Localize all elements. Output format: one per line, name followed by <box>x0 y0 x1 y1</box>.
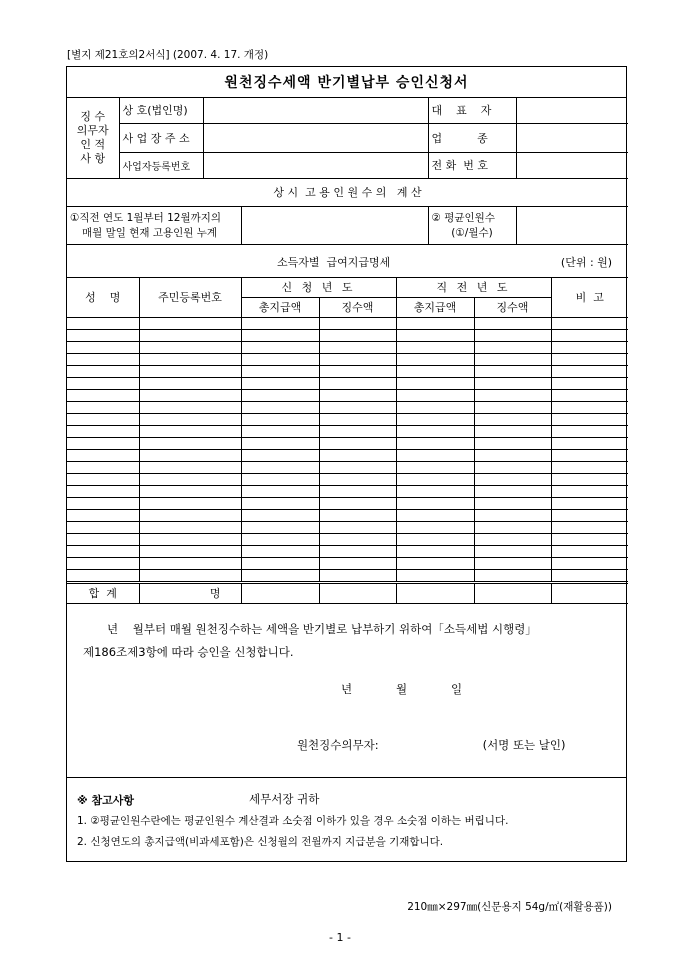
table-cell[interactable] <box>551 449 628 461</box>
total-count: 명 <box>139 582 241 603</box>
table-cell[interactable] <box>474 449 551 461</box>
table-cell[interactable] <box>319 485 396 497</box>
total-tax-prev[interactable] <box>474 582 551 603</box>
table-cell[interactable] <box>474 473 551 485</box>
table-row <box>67 473 628 485</box>
table-cell[interactable] <box>551 353 628 365</box>
table-cell[interactable] <box>396 545 474 557</box>
table-cell[interactable] <box>241 485 319 497</box>
table-cell[interactable] <box>67 545 139 557</box>
total-label: 합 계 <box>67 582 139 603</box>
table-cell[interactable] <box>474 377 551 389</box>
table-cell[interactable] <box>241 413 319 425</box>
table-cell[interactable] <box>551 389 628 401</box>
table-cell[interactable] <box>319 341 396 353</box>
table-cell[interactable] <box>319 497 396 509</box>
trade-name-label: 상 호(법인명) <box>119 98 203 123</box>
table-cell[interactable] <box>319 425 396 437</box>
table-row <box>67 569 628 582</box>
table-cell[interactable] <box>139 425 241 437</box>
col-prev-year: 직 전 년 도 <box>396 277 551 297</box>
table-cell[interactable] <box>396 413 474 425</box>
table-row <box>67 353 628 365</box>
table-cell[interactable] <box>67 449 139 461</box>
table-cell[interactable] <box>241 557 319 569</box>
table-cell[interactable] <box>67 557 139 569</box>
item2-field[interactable] <box>516 207 628 245</box>
table-cell[interactable] <box>139 401 241 413</box>
table-cell[interactable] <box>319 569 396 582</box>
addressee: 세무서장 귀하 <box>249 791 320 806</box>
item1-label: ①직전 연도 1월부터 12월까지의 매월 말일 현재 고용인원 누계 <box>67 207 241 245</box>
employee-section-title: 상 시 고 용 인 원 수 의 계 산 <box>67 179 628 207</box>
table-cell[interactable] <box>139 533 241 545</box>
table-cell[interactable] <box>474 509 551 521</box>
table-cell[interactable] <box>139 449 241 461</box>
table-row <box>67 533 628 545</box>
table-cell[interactable] <box>139 473 241 485</box>
table-cell[interactable] <box>319 557 396 569</box>
table-cell[interactable] <box>396 377 474 389</box>
notes-title: ※ 참고사항 <box>77 793 135 807</box>
table-cell[interactable] <box>396 401 474 413</box>
employee-count-table <box>67 179 628 246</box>
table-cell[interactable] <box>474 317 551 329</box>
phone-field[interactable] <box>516 152 628 178</box>
table-cell[interactable] <box>319 389 396 401</box>
table-cell[interactable] <box>319 329 396 341</box>
table-cell[interactable] <box>396 509 474 521</box>
table-cell[interactable] <box>474 365 551 377</box>
table-cell[interactable] <box>67 533 139 545</box>
col-remarks: 비 고 <box>551 277 628 317</box>
applicant-table <box>67 98 628 179</box>
table-cell[interactable] <box>551 497 628 509</box>
table-cell[interactable] <box>319 545 396 557</box>
table-cell[interactable] <box>241 365 319 377</box>
table-cell[interactable] <box>474 569 551 582</box>
table-cell[interactable] <box>139 461 241 473</box>
table-cell[interactable] <box>139 413 241 425</box>
table-cell[interactable] <box>319 413 396 425</box>
table-row <box>67 557 628 569</box>
table-cell[interactable] <box>67 341 139 353</box>
table-row <box>67 509 628 521</box>
col-total-pay-apply: 총지급액 <box>241 297 319 317</box>
table-cell[interactable] <box>551 461 628 473</box>
table-cell[interactable] <box>551 533 628 545</box>
table-cell[interactable] <box>396 461 474 473</box>
table-cell[interactable] <box>67 377 139 389</box>
table-cell[interactable] <box>139 569 241 582</box>
table-cell[interactable] <box>67 413 139 425</box>
table-cell[interactable] <box>396 317 474 329</box>
table-cell[interactable] <box>67 401 139 413</box>
table-cell[interactable] <box>396 341 474 353</box>
table-cell[interactable] <box>396 449 474 461</box>
table-cell[interactable] <box>241 545 319 557</box>
col-tax-apply: 징수액 <box>319 297 396 317</box>
col-tax-prev: 징수액 <box>474 297 551 317</box>
table-cell[interactable] <box>474 413 551 425</box>
table-cell[interactable] <box>474 341 551 353</box>
payments-table <box>67 245 628 604</box>
phone-label: 전 화 번 호 <box>428 152 516 178</box>
table-cell[interactable] <box>139 437 241 449</box>
notes <box>67 778 626 861</box>
note-1: 1. ②평균인원수란에는 평균인원수 계산결과 소숫점 이하가 있을 경우 소숫점 이하는 버립니다. <box>77 814 509 827</box>
table-row <box>67 521 628 533</box>
table-cell[interactable] <box>474 521 551 533</box>
table-cell[interactable] <box>551 521 628 533</box>
table-cell[interactable] <box>139 353 241 365</box>
col-name: 성 명 <box>67 277 139 317</box>
table-cell[interactable] <box>396 521 474 533</box>
table-cell[interactable] <box>241 437 319 449</box>
table-cell[interactable] <box>396 473 474 485</box>
table-cell[interactable] <box>396 497 474 509</box>
item2-label: ② 평균인원수 (①/월수) <box>428 207 516 245</box>
table-cell[interactable] <box>139 497 241 509</box>
signer-label: 원천징수의무자: <box>296 737 379 752</box>
table-cell[interactable] <box>474 485 551 497</box>
address-label: 사 업 장 주 소 <box>119 123 203 152</box>
form-frame <box>66 66 627 862</box>
table-row <box>67 401 628 413</box>
table-cell[interactable] <box>139 509 241 521</box>
note-2: 2. 신청연도의 총지급액(비과세포함)은 신청월의 전월까지 지급분을 기재합니다. <box>77 835 444 848</box>
total-remarks[interactable] <box>551 582 628 603</box>
table-cell[interactable] <box>67 461 139 473</box>
table-cell[interactable] <box>139 557 241 569</box>
table-cell[interactable] <box>67 521 139 533</box>
form-title: 원천징수세액 반기별납부 승인신청서 <box>67 67 626 98</box>
trade-name-field[interactable] <box>203 98 428 123</box>
table-cell[interactable] <box>241 509 319 521</box>
table-cell[interactable] <box>319 449 396 461</box>
table-cell[interactable] <box>551 329 628 341</box>
declaration-line1: 년 월부터 매월 원천징수하는 세액을 반기별로 납부하기 위하여「소득세법 시행령」 <box>107 621 537 636</box>
table-cell[interactable] <box>396 485 474 497</box>
table-cell[interactable] <box>241 377 319 389</box>
table-cell[interactable] <box>67 353 139 365</box>
business-type-field[interactable] <box>516 123 628 152</box>
table-cell[interactable] <box>319 437 396 449</box>
table-cell[interactable] <box>67 317 139 329</box>
business-type-label: 업 종 <box>428 123 516 152</box>
page-number: - 1 - <box>329 931 351 944</box>
table-cell[interactable] <box>551 425 628 437</box>
table-cell[interactable] <box>474 545 551 557</box>
table-row <box>67 341 628 353</box>
total-pay-apply[interactable] <box>241 582 319 603</box>
table-cell[interactable] <box>67 497 139 509</box>
table-cell[interactable] <box>551 377 628 389</box>
table-row <box>67 437 628 449</box>
declaration-line2: 제186조제3항에 따라 승인을 신청합니다. <box>83 644 294 659</box>
table-cell[interactable] <box>319 509 396 521</box>
table-cell[interactable] <box>474 557 551 569</box>
table-cell[interactable] <box>551 485 628 497</box>
table-cell[interactable] <box>319 377 396 389</box>
col-id: 주민등록번호 <box>139 277 241 317</box>
table-cell[interactable] <box>241 449 319 461</box>
table-cell[interactable] <box>241 353 319 365</box>
address-field[interactable] <box>203 123 428 152</box>
table-row <box>67 545 628 557</box>
table-cell[interactable] <box>241 401 319 413</box>
table-cell[interactable] <box>139 521 241 533</box>
table-cell[interactable] <box>241 317 319 329</box>
table-cell[interactable] <box>551 569 628 582</box>
table-cell[interactable] <box>139 341 241 353</box>
table-cell[interactable] <box>474 461 551 473</box>
table-cell[interactable] <box>396 533 474 545</box>
table-cell[interactable] <box>396 437 474 449</box>
declaration-date: 년 월 일 <box>341 681 463 696</box>
table-cell[interactable] <box>551 509 628 521</box>
reg-no-label: 사업자등록번호 <box>119 152 203 178</box>
table-cell[interactable] <box>241 389 319 401</box>
table-cell[interactable] <box>551 401 628 413</box>
table-row <box>67 365 628 377</box>
table-cell[interactable] <box>241 341 319 353</box>
table-cell[interactable] <box>67 569 139 582</box>
table-cell[interactable] <box>67 437 139 449</box>
table-cell[interactable] <box>139 545 241 557</box>
table-cell[interactable] <box>139 389 241 401</box>
payments-section-header <box>67 245 628 277</box>
table-cell[interactable] <box>551 473 628 485</box>
table-cell[interactable] <box>241 473 319 485</box>
table-cell[interactable] <box>241 533 319 545</box>
table-cell[interactable] <box>551 413 628 425</box>
table-cell[interactable] <box>139 485 241 497</box>
table-cell[interactable] <box>67 389 139 401</box>
col-apply-year: 신 청 년 도 <box>241 277 396 297</box>
paper-spec: 210㎜×297㎜(신문용지 54g/㎡(재활용품)) <box>407 901 612 913</box>
signer-sign: (서명 또는 날인) <box>482 737 566 752</box>
total-row <box>67 582 628 603</box>
table-row <box>67 377 628 389</box>
table-cell[interactable] <box>319 473 396 485</box>
table-cell[interactable] <box>474 437 551 449</box>
table-row <box>67 413 628 425</box>
table-cell[interactable] <box>474 389 551 401</box>
table-row <box>67 461 628 473</box>
table-cell[interactable] <box>396 329 474 341</box>
table-cell[interactable] <box>67 509 139 521</box>
table-cell[interactable] <box>241 329 319 341</box>
table-cell[interactable] <box>139 365 241 377</box>
payments-unit: (단위 : 원) <box>560 256 613 269</box>
item1-field[interactable] <box>241 207 428 245</box>
table-cell[interactable] <box>474 533 551 545</box>
table-cell[interactable] <box>396 569 474 582</box>
table-cell[interactable] <box>551 341 628 353</box>
form-id: [별지 제21호의2서식] (2007. 4. 17. 개정) <box>67 49 269 61</box>
table-cell[interactable] <box>241 521 319 533</box>
table-cell[interactable] <box>319 353 396 365</box>
declaration-signer <box>83 711 610 780</box>
table-cell[interactable] <box>67 485 139 497</box>
table-cell[interactable] <box>319 461 396 473</box>
table-cell[interactable] <box>551 545 628 557</box>
table-cell[interactable] <box>474 329 551 341</box>
table-cell[interactable] <box>241 569 319 582</box>
table-row <box>67 329 628 341</box>
table-cell[interactable] <box>474 401 551 413</box>
table-cell[interactable] <box>67 473 139 485</box>
table-cell[interactable] <box>67 425 139 437</box>
table-cell[interactable] <box>551 437 628 449</box>
total-tax-apply[interactable] <box>319 582 396 603</box>
table-row <box>67 449 628 461</box>
table-row <box>67 425 628 437</box>
table-cell[interactable] <box>474 353 551 365</box>
table-row <box>67 497 628 509</box>
payments-section-title: 소득자별 급여지급명세 <box>277 256 391 269</box>
table-cell[interactable] <box>319 317 396 329</box>
table-cell[interactable] <box>319 521 396 533</box>
table-cell[interactable] <box>241 461 319 473</box>
table-cell[interactable] <box>551 365 628 377</box>
table-cell[interactable] <box>474 425 551 437</box>
total-pay-prev[interactable] <box>396 582 474 603</box>
table-cell[interactable] <box>551 557 628 569</box>
table-cell[interactable] <box>319 533 396 545</box>
representative-label: 대 표 자 <box>428 98 516 123</box>
table-cell[interactable] <box>139 377 241 389</box>
table-cell[interactable] <box>241 425 319 437</box>
table-cell[interactable] <box>396 365 474 377</box>
table-cell[interactable] <box>241 497 319 509</box>
table-cell[interactable] <box>319 401 396 413</box>
table-cell[interactable] <box>396 425 474 437</box>
table-cell[interactable] <box>319 365 396 377</box>
table-cell[interactable] <box>139 317 241 329</box>
representative-field[interactable] <box>516 98 628 123</box>
table-cell[interactable] <box>551 317 628 329</box>
table-cell[interactable] <box>139 329 241 341</box>
table-row <box>67 389 628 401</box>
reg-no-field[interactable] <box>203 152 428 178</box>
table-cell[interactable] <box>396 353 474 365</box>
table-cell[interactable] <box>474 497 551 509</box>
table-cell[interactable] <box>67 329 139 341</box>
col-total-pay-prev: 총지급액 <box>396 297 474 317</box>
table-row <box>67 485 628 497</box>
table-cell[interactable] <box>396 389 474 401</box>
title-table <box>67 67 626 98</box>
applicant-section-label: 징 수 의무자 인 적 사 항 <box>67 98 119 178</box>
table-cell[interactable] <box>396 557 474 569</box>
table-row <box>67 317 628 329</box>
table-cell[interactable] <box>67 365 139 377</box>
